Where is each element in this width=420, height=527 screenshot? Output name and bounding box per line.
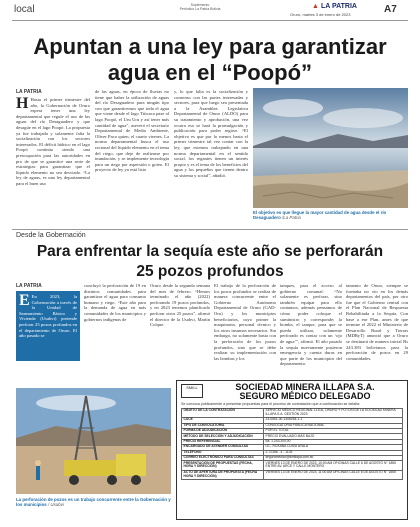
ad-table-row bbox=[182, 461, 403, 470]
ad-row-label: TELÉFONO bbox=[182, 450, 264, 455]
story2-photo-caption bbox=[16, 497, 174, 507]
ad-row-value: VIERNES 13 DE ENERO DE 2023, 11:00 AM OFICINAS CALLE 6 DE AGOSTO N° 1855 bbox=[264, 470, 403, 479]
ad-row-value: SERVICIO MÉDICO REGIONAL LLICA, ORURO Y POTOSÍ DE LA SOCIEDAD MINERA ILLAPA S.A. GESTIÓN 2023 bbox=[264, 409, 403, 418]
page-number: A7 bbox=[384, 4, 397, 15]
header-center bbox=[170, 3, 230, 11]
ad-details-table bbox=[181, 408, 403, 480]
header-center-line: Suplemento bbox=[190, 3, 210, 7]
dropcap: E bbox=[19, 292, 30, 309]
story1-photo bbox=[253, 88, 408, 208]
ad-row-value: CONVOCATORIA PÚBLICA NACIONAL bbox=[264, 423, 403, 428]
story2-byline: LA PATRIA bbox=[16, 283, 42, 289]
eagle-icon: ▲ bbox=[312, 3, 319, 10]
ad-row-label: PRESENTACIÓN DE PROPUESTAS (FECHA, HORA Y DIRECCIÓN) bbox=[182, 461, 264, 470]
story1-byline: LA PATRIA bbox=[16, 89, 42, 95]
ad-row-value: VIERNES 13 DE ENERO DE 2023, 10:00 AM OFICINAS CALLE 6 DE AGOSTO N° 1855 ENTRE AV. ARCE Y CALLE MONTERO bbox=[264, 461, 403, 470]
story2-kicker: Desde la Gobernación bbox=[16, 232, 86, 239]
story2-column-2: concluyó la perforación de 19 en distintos comunidades para garantizar el agua para consumo humano y riego. “Este año para la demanda de agua en más comunidades de los municipios y gobiernos indígenas de bbox=[84, 283, 146, 322]
ad-row-value: 2-72356 - 4 - 1103 bbox=[264, 450, 403, 455]
ad-row-label: MÉTODO DE SELECCIÓN Y ADJUDICACIÓN bbox=[182, 434, 264, 439]
section-tag: local bbox=[14, 4, 35, 15]
newspaper-logo bbox=[312, 3, 357, 10]
story2-headline: Para enfrentar la sequía este año se perforarán 25 pozos profundos bbox=[36, 243, 384, 280]
page-header bbox=[0, 0, 420, 20]
ad-title-line: SEGURO MÉDICO DELEGADO bbox=[239, 391, 371, 401]
story1-column-3: y, lo que falta es la socialización y consenso con las partes interesadas y sectores, para que luego sea presentada a la Asamblea Legislativa Departamental de Oruro (ALDO) para su tratamiento y aprobación, una vez ocurra eso se hará la promulgación y publicación para poder regirse. “El objetivo es que por lo menos hasta el primer trimestre tal vez contar con la ley, que estemos trabajando en una norma departamental en el sentido social, los regantes tienen un interés propio y es el tema de los beneficios del agua y los pequeños que tienen dentro su sistema y social”, añadió. bbox=[174, 89, 248, 178]
story1-photo-caption bbox=[253, 210, 408, 220]
story2-column-3: Oruro desde la segunda semana del mes de febrero. “Hemos terminado el año (2022) perforando 19 pozos profundos, y en 2023 tenemos planificado perforar otros 25 pozos”, afirmó el director de la Usabvi, Martin Colque. bbox=[150, 283, 210, 328]
story1-headline: Apuntan a una ley para garantizar agua en el “Poopó” bbox=[33, 34, 387, 85]
story2-column-5: tanques, para el acceso al gobierno comunal. “No solamente es perforar, sino también equipar para ello contamos, además pensamos de cómo poder coloque el suministro y corresponde; la bomba, el tanque, para que se pueda utilizar, solamente perforado es contar con un ‘ojo de agua’”, afirmó. El año pasado la sequía nuevamente pusieron emergencia y cuenta duras en que parte de los municipios del departamento. bbox=[280, 283, 342, 367]
ad-header bbox=[177, 381, 407, 401]
ad-table-row bbox=[182, 470, 403, 479]
story1-column-1 bbox=[16, 97, 90, 223]
ad-row-label: ACTO DE APERTURA DE PROPUESTA (FECHA HORA Y DIRECCIÓN) bbox=[182, 470, 264, 479]
story2-column-6: tamento de Oruro, siempre se formaba no vio en los demás departamentos del país, por otro fue que el Gobierno central con el Plan Nacional de Respuesta Rehabilitada a la Sequía. Con base a ese Plan, antes de que termine el 2022 el Ministerio de Desarrollo Rural y Tierras (MDRyT) anunció que a Oruro se destinará de manera inicial Bs 243.383 bolivianos para la perforación de pozos en 29 comunidades. bbox=[346, 283, 408, 361]
company-logo: SMILL bbox=[181, 384, 203, 398]
header-center-line: Periódico La Patria Bolivia bbox=[179, 7, 221, 11]
story2-lead-box bbox=[16, 291, 80, 361]
ad-table-row bbox=[182, 409, 403, 418]
story2-photo-credit: / Usabvi bbox=[47, 502, 64, 508]
story2-caption-text: La perforación de pozos es un trabajo concurrente entre la Gobernación y los municipios bbox=[16, 497, 171, 508]
drilling-rig-image bbox=[16, 388, 171, 494]
story1-column-2: de las aguas, en época de lluvias no tiene que haber la utilización de aguas del río Desaguadero para ningún tipo con que garanticemos que toda el agua que viene desde el lago Titicaca pase al lago Poopó, el Uru Uru y así tener más cantidad de agua”, aseveró el secretario Departamental de Medio Ambiente, Oliver Paco quien, el cuarto viernes. La norma departamental busca el uso racional del líquido elemento en el tema del riego, que deje de realizarse por inundación, y se implemente tecnología para un riego por aspersión o goteo. El proyecto de ley ya está listo bbox=[95, 89, 169, 173]
dateline: Oruro, martes 3 de enero de 2023 bbox=[290, 12, 351, 17]
ad-row-label: OBJETO DE LA CONTRATACIÓN bbox=[182, 409, 264, 418]
story2-lead-text: En 2023, la Gobernación a través de la Unidad de Saneamiento Básico y Vivienda (Usabvi) pretende perforar 25 pozos profundos en el departamento de Oruro. El año pasado se bbox=[19, 294, 77, 339]
logo-text: LA PATRIA bbox=[320, 3, 357, 10]
ad-row-value: 23-0551-00-1306254-1-1 bbox=[264, 418, 403, 423]
ad-subtitle: Se convoca públicamente a presentar propuestas para el proceso de contratación que a continuación se detalla: bbox=[181, 402, 361, 406]
ad-row-label: CORREO ELECTRÓNICO PARA CONSULTAS bbox=[182, 455, 264, 460]
story2-photo bbox=[16, 388, 171, 494]
tender-advertisement bbox=[176, 380, 408, 520]
story2-column-4: El trabajo de la perforación de los pozos profundos se realiza de manera concurrente entre el Gobierno Autónomo Departamental de Oruro (GAD-Oru) y los municipios beneficiarios, cuyo primer la maquinaria, personal técnico y los otros insumos necesarios. Sin embargo, no solamente basta con la perforación de los pozos profundos, sino que se debe realizar su implementación con las bombas y los bbox=[214, 283, 276, 361]
ad-row-value: seguromedico@smillapa.com.bo bbox=[264, 455, 403, 460]
header-rule bbox=[12, 20, 408, 21]
ad-title bbox=[207, 383, 403, 401]
ad-row-value: PRECIO EVALUADO MÁS BAJO bbox=[264, 434, 403, 439]
ad-row-label: ENCARGADO DE ATENDER CONSULTAS bbox=[182, 445, 264, 450]
lake-landscape-image bbox=[253, 88, 408, 208]
ad-row-label: FORMA DE ADJUDICACIÓN bbox=[182, 428, 264, 433]
ad-row-value: LIC. ROXANA CUSSI AYALA bbox=[264, 445, 403, 450]
ad-row-value: Bs. 1.243.200,00 bbox=[264, 439, 403, 444]
ad-title-line: SOCIEDAD MINERA ILLAPA S.A. bbox=[235, 382, 375, 392]
story1-column-1-text: Hasta el primer trimestre del año, la Gobernación de Oruro espera tener una ley departamental que regule el uso de las aguas del río Desaguadero y que desagüe en el lago Poopó. La propuesta ya fue trabajada y solamente falta la socialización con los sectores interesados. El déficit hídrico en el lago Poopó continúa siendo una preocupación para las autoridades en pro de que se garantice una serie de estrategias para garantizar que el líquido elemento no sea desviado. “La ley de aguas, es una ley departamental para el buen uso bbox=[16, 97, 90, 186]
dropcap: H bbox=[16, 97, 29, 112]
story1-photo-credit: /La Patria bbox=[282, 215, 301, 221]
ad-row-label: CUCE bbox=[182, 418, 264, 423]
ad-row-label: PRECIO REFERENCIAL bbox=[182, 439, 264, 444]
section-divider bbox=[12, 229, 408, 230]
story1-caption-text: El objetivo es que llegue la mayor cantidad de agua desde el río Desaguadero bbox=[253, 210, 387, 221]
ad-row-value: POR EL TOTAL bbox=[264, 428, 403, 433]
ad-row-label: TIPO DE CONVOCATORIA bbox=[182, 423, 264, 428]
